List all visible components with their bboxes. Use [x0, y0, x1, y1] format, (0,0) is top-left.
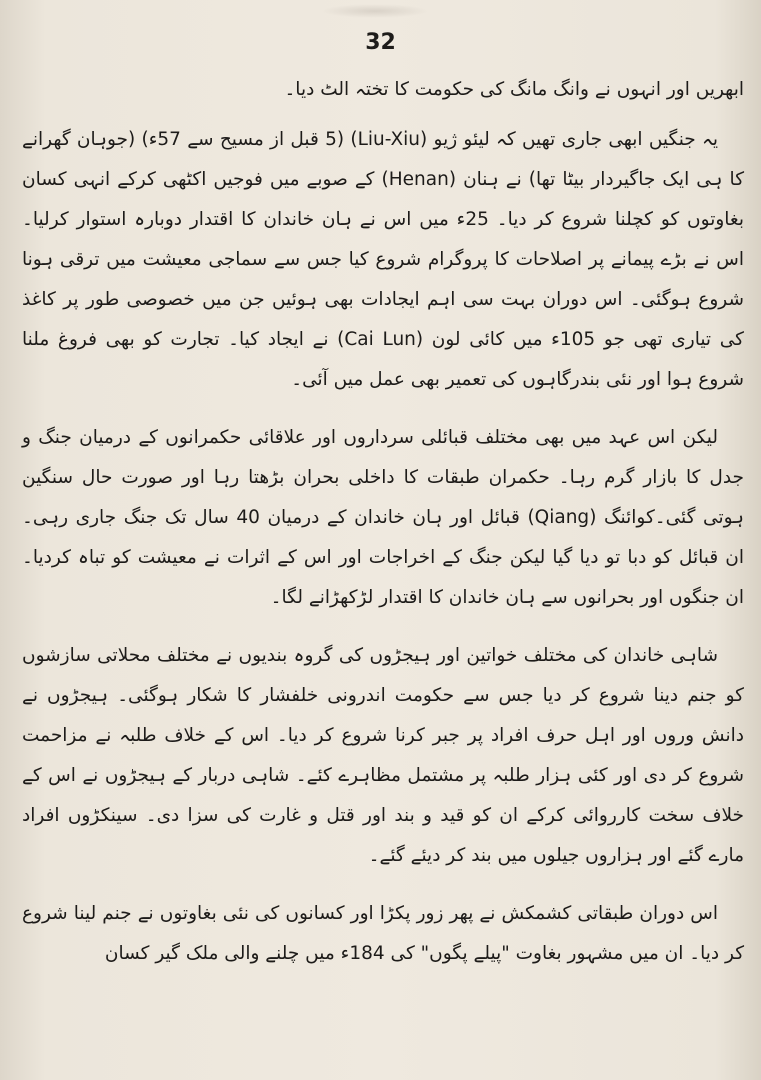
paragraph-5: اس دوران طبقاتی کشمکش نے پھر زور پکڑا اور کسانوں کی نئی بغاوتوں نے جنم لینا شروع کر دیا۔ ان میں مشہور بغاوت "پیلے پگوں" کی 184ء میں چلنے والی ملک گیر کسان: [22, 903, 744, 964]
paragraph-2: یہ جنگیں ابھی جاری تھیں کہ لیئو ژیو (Liu-Xiu) (5 قبل از مسیح سے 57ء) (جوہان گھرانے کا ہی ایک جاگیردار بیٹا تھا) نے ہنان (Henan) کے صوبے میں فوجیں اکٹھی کرکے انہی کسان بغاوتوں کو کچلنا شروع کر دیا۔ 25ء میں اس نے ہان خاندان کا اقتدار دوبارہ استوار کرلیا۔ اس نے بڑے پیمانے پر اصلاحات کا پروگرام شروع کیا جس سے سماجی معیشت میں ترقی ہونا شروع ہوگئی۔ اس دوران بہت سی اہم ایجادات بھی ہوئیں جن میں خصوصی طور پر کاغذ کی تیاری تھی جو 105ء میں کائی لون (Cai Lun) نے ایجاد کیا۔ تجارت کو بھی فروغ ملنا شروع ہوا اور نئی بندرگاہوں کی تعمیر بھی عمل میں آئی۔: [22, 129, 744, 390]
page-body: [22, 70, 744, 992]
header-smudge: [320, 4, 430, 18]
paragraph-4: شاہی خاندان کی مختلف خواتین اور ہیجڑوں کی گروہ بندیوں نے مختلف محلاتی سازشوں کو جنم دینا شروع کر دیا جس سے حکومت اندرونی خلفشار کا شکار ہوگئی۔ ہیجڑوں نے دانش وروں اور اہل حرف افراد پر جبر کرنا شروع کر دیا۔ اس کے خلاف طلبہ نے مزاحمت شروع کر دی اور کئی ہزار طلبہ پر مشتمل مظاہرے کئے۔ شاہی دربار کے ہیجڑوں نے اس کے خلاف سخت کارروائی کرکے ان کو قید و بند اور قتل و غارت کی سزا دی۔ سینکڑوں افراد مارے گئے اور ہزاروں جیلوں میں بند کر دیئے گئے۔: [22, 645, 744, 866]
paragraph-3: لیکن اس عہد میں بھی مختلف قبائلی سرداروں اور علاقائی حکمرانوں کے درمیان جنگ و جدل کا بازار گرم رہا۔ حکمران طبقات کا داخلی بحران بڑھتا رہا اور صورت حال سنگین ہوتی گئی۔کوائنگ (Qiang) قبائل اور ہان خاندان کے درمیان 40 سال تک جنگ جاری رہی۔ ان قبائل کو دبا تو دیا گیا لیکن جنگ کے اخراجات اور اس کے اثرات نے معیشت کو تباہ کردیا۔ ان جنگوں اور بحرانوں سے ہان خاندان کا اقتدار لڑکھڑانے لگا۔: [22, 427, 744, 608]
page-number: 32: [365, 30, 396, 55]
paragraph-1: ابھریں اور انہوں نے وانگ مانگ کی حکومت کا تختہ الٹ دیا۔: [284, 79, 744, 100]
